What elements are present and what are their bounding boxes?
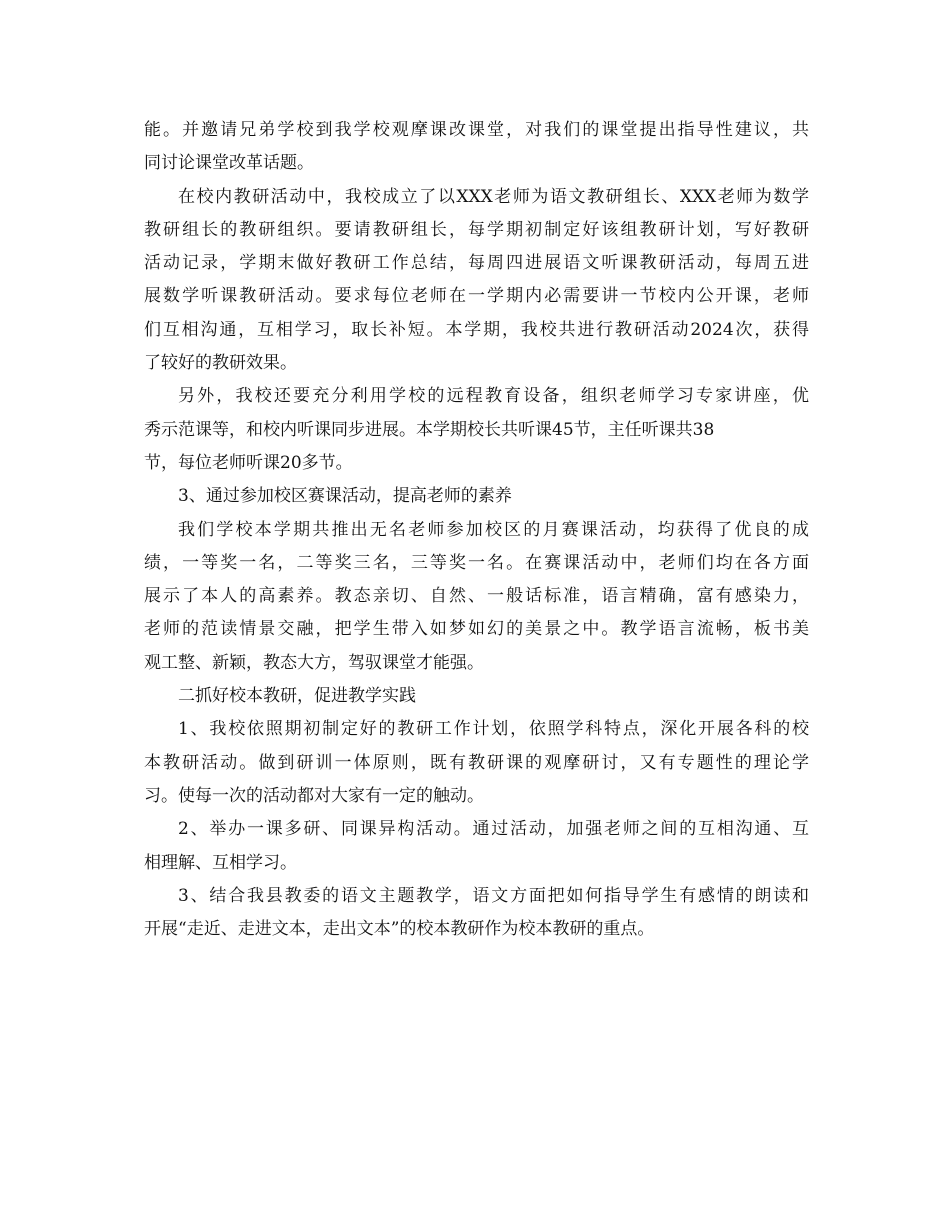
text-line: 2、举办一课多研、同课异构活动。通过活动，加强老师之间的互相沟通、互 <box>178 819 809 840</box>
paragraph-7 <box>144 880 809 947</box>
document-body <box>144 114 809 946</box>
paragraph-2 <box>144 181 809 381</box>
section-heading-1 <box>144 480 809 513</box>
paragraph-5 <box>144 713 809 813</box>
text-line: 本教研活动。做到研训一体原则，既有教研课的观摩研讨，又有专题性的理论学 <box>144 752 809 773</box>
text-line: 相理解、互相学习。 <box>144 852 297 873</box>
text-line: 们互相沟通，互相学习，取长补短。本学期，我校共进行教研活动2024次，获得 <box>144 319 809 340</box>
text-line: 3、通过参加校区赛课活动，提高老师的素养 <box>178 486 512 507</box>
text-line: 另外，我校还要充分利用学校的远程教育设备，组织老师学习专家讲座，优 <box>178 386 809 407</box>
text-line: 老师的范读情景交融，把学生带入如梦如幻的美景之中。教学语言流畅，板书美 <box>144 619 809 640</box>
text-line: 活动记录，学期末做好教研工作总结，每周四进展语文听课教研活动，每周五进 <box>144 253 809 274</box>
text-line: 能。并邀请兄弟学校到我学校观摩课改课堂，对我们的课堂提出指导性建议，共 <box>144 120 809 140</box>
paragraph-1 <box>144 114 809 181</box>
section-heading-2 <box>144 680 809 713</box>
text-line: 我们学校本学期共推出无名老师参加校区的月赛课活动，均获得了优良的成 <box>178 519 809 540</box>
text-line: 同讨论课堂改革话题。 <box>144 153 314 174</box>
text-line: 开展“走近、走进文本，走出文本”的校本教研作为校本教研的重点。 <box>144 919 655 940</box>
text-line: 3、结合我县教委的语文主题教学，语文方面把如何指导学生有感情的朗读和 <box>178 885 809 906</box>
paragraph-6 <box>144 813 809 880</box>
text-line: 教研组长的教研组织。要请教研组长，每学期初制定好该组教研计划，写好教研 <box>144 219 809 240</box>
text-line: 1、我校依照期初制定好的教研工作计划，依照学科特点，深化开展各科的校 <box>178 719 809 740</box>
text-line: 习。使每一次的活动都对大家有一定的触动。 <box>144 785 484 806</box>
paragraph-4 <box>144 514 809 680</box>
text-line: 展示了本人的高素养。教态亲切、自然、一般话标准，语言精确，富有感染力， <box>144 586 809 607</box>
text-line: 观工整、新颖，教态大方，驾驭课堂才能强。 <box>144 652 484 673</box>
text-line: 在校内教研活动中，我校成立了以XXX老师为语文教研组长、XXX老师为数学 <box>178 186 809 207</box>
text-line: 展数学听课教研活动。要求每位老师在一学期内必需要讲一节校内公开课，老师 <box>144 286 809 307</box>
text-line: 节，每位老师听课20多节。 <box>144 452 353 473</box>
text-line: 了较好的教研效果。 <box>144 353 297 374</box>
text-line: 绩，一等奖一名，二等奖三名，三等奖一名。在赛课活动中，老师们均在各方面 <box>144 552 809 573</box>
text-line: 秀示范课等，和校内听课同步进展。本学期校长共听课45节，主任听课共38 <box>144 419 715 440</box>
text-line: 二抓好校本教研，促进教学实践 <box>178 686 416 707</box>
paragraph-3 <box>144 380 809 480</box>
